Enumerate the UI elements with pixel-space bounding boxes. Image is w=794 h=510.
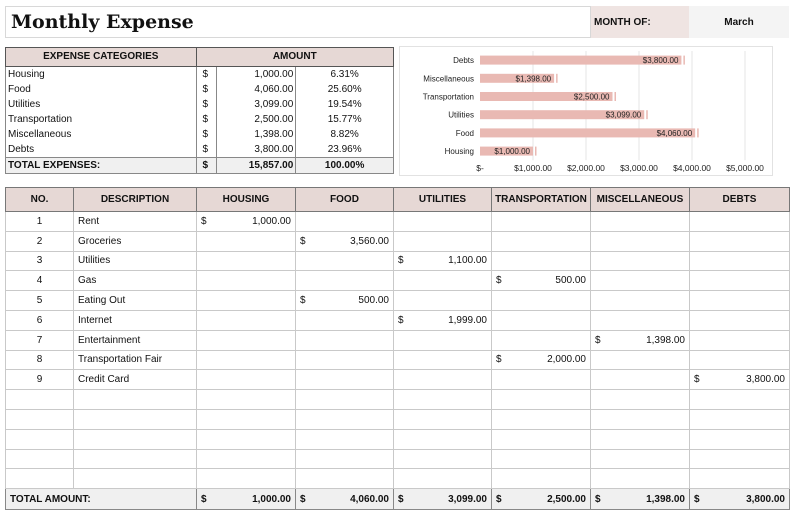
empty-cell[interactable] <box>74 390 197 410</box>
empty-cell[interactable] <box>492 409 591 429</box>
summary-category[interactable]: Food <box>6 82 197 97</box>
chart-category-label: Miscellaneous <box>423 74 474 84</box>
empty-cell[interactable] <box>197 429 296 449</box>
detail-empty-row <box>6 449 790 469</box>
row-description[interactable]: Groceries <box>74 231 197 251</box>
summary-total-label: TOTAL EXPENSES: <box>6 158 197 174</box>
detail-row <box>6 212 790 232</box>
row-number[interactable]: 1 <box>6 212 74 232</box>
row-amount-cell[interactable] <box>296 350 394 370</box>
summary-percent[interactable]: 23.96% <box>296 142 394 158</box>
currency-symbol: $ <box>694 493 700 505</box>
summary-category[interactable]: Utilities <box>6 97 197 112</box>
summary-table <box>5 47 394 174</box>
detail-total-label: TOTAL AMOUNT: <box>6 489 197 510</box>
row-amount-cell[interactable] <box>394 310 492 330</box>
row-amount-cell[interactable] <box>394 251 492 271</box>
detail-empty-row <box>6 469 790 489</box>
row-number[interactable]: 4 <box>6 271 74 291</box>
empty-cell[interactable] <box>296 390 394 410</box>
row-amount-cell[interactable] <box>492 271 591 291</box>
empty-cell[interactable] <box>296 469 394 489</box>
summary-amount[interactable]: 3,099.00 <box>216 97 296 112</box>
chart-x-tick-label: $1,000.00 <box>514 163 552 173</box>
row-amount-cell[interactable] <box>394 370 492 390</box>
currency-symbol: $ <box>496 275 502 287</box>
empty-cell[interactable] <box>6 390 74 410</box>
summary-percent[interactable]: 19.54% <box>296 97 394 112</box>
money-value <box>201 494 291 505</box>
row-amount-cell[interactable] <box>197 350 296 370</box>
summary-row <box>6 127 394 142</box>
empty-cell[interactable] <box>74 469 197 489</box>
detail-row <box>6 271 790 291</box>
empty-cell[interactable] <box>296 429 394 449</box>
currency-symbol: $ <box>595 493 601 505</box>
row-amount-cell[interactable] <box>690 212 790 232</box>
row-amount-cell[interactable] <box>591 271 690 291</box>
summary-amount[interactable]: 1,398.00 <box>216 127 296 142</box>
empty-cell[interactable] <box>394 390 492 410</box>
page-title: Monthly Expense <box>11 11 194 33</box>
detail-total-cell[interactable] <box>591 489 690 510</box>
amount-value: 1,398.00 <box>646 334 685 346</box>
row-amount-cell[interactable] <box>690 370 790 390</box>
empty-cell[interactable] <box>296 409 394 429</box>
summary-total-amount[interactable]: 15,857.00 <box>216 158 296 174</box>
empty-cell[interactable] <box>394 449 492 469</box>
detail-row <box>6 291 790 311</box>
chart-bar-cap <box>683 56 685 65</box>
empty-cell[interactable] <box>6 409 74 429</box>
row-amount-cell[interactable] <box>591 251 690 271</box>
summary-row <box>6 112 394 127</box>
row-amount-cell[interactable] <box>690 291 790 311</box>
row-amount-cell[interactable] <box>394 212 492 232</box>
row-amount-cell[interactable] <box>197 370 296 390</box>
summary-percent[interactable]: 15.77% <box>296 112 394 127</box>
summary-row <box>6 67 394 83</box>
empty-cell[interactable] <box>74 429 197 449</box>
empty-cell[interactable] <box>690 449 790 469</box>
amount-value: 3,800.00 <box>746 493 785 505</box>
detail-header-description: DESCRIPTION <box>74 188 197 212</box>
row-amount-cell[interactable] <box>197 291 296 311</box>
row-amount-cell[interactable] <box>690 231 790 251</box>
empty-cell[interactable] <box>492 390 591 410</box>
currency-symbol: $ <box>595 334 601 346</box>
amount-value: 2,500.00 <box>547 493 586 505</box>
chart-bar-cap <box>556 74 558 83</box>
chart-data-label: $1,000.00 <box>494 147 530 157</box>
summary-total-percent[interactable]: 100.00% <box>296 158 394 174</box>
row-amount-cell[interactable] <box>296 251 394 271</box>
detail-total-cell[interactable] <box>690 489 790 510</box>
detail-header-transportation: TRANSPORTATION <box>492 188 591 212</box>
chart-svg <box>400 47 772 175</box>
empty-cell[interactable] <box>6 449 74 469</box>
detail-row <box>6 231 790 251</box>
row-amount-cell[interactable] <box>690 350 790 370</box>
money-value <box>398 315 487 326</box>
row-amount-cell[interactable] <box>296 271 394 291</box>
chart-bar-cap <box>615 92 617 101</box>
row-description[interactable]: Utilities <box>74 251 197 271</box>
summary-header-amount: AMOUNT <box>196 48 393 67</box>
row-amount-cell[interactable] <box>296 231 394 251</box>
empty-cell[interactable] <box>591 429 690 449</box>
summary-amount[interactable]: 2,500.00 <box>216 112 296 127</box>
row-amount-cell[interactable] <box>197 271 296 291</box>
detail-row <box>6 310 790 330</box>
amount-value: 500.00 <box>358 295 389 307</box>
row-description[interactable]: Eating Out <box>74 291 197 311</box>
row-amount-cell[interactable] <box>591 291 690 311</box>
summary-header-categories: EXPENSE CATEGORIES <box>6 48 197 67</box>
row-description[interactable]: Internet <box>74 310 197 330</box>
empty-cell[interactable] <box>197 449 296 469</box>
amount-value: 3,560.00 <box>350 235 389 247</box>
row-amount-cell[interactable] <box>296 291 394 311</box>
row-amount-cell[interactable] <box>296 310 394 330</box>
summary-row <box>6 82 394 97</box>
row-amount-cell[interactable] <box>197 212 296 232</box>
chart-bar-cap <box>646 110 648 119</box>
chart-x-tick-label: $3,000.00 <box>620 163 658 173</box>
detail-total-cell[interactable] <box>492 489 591 510</box>
detail-row <box>6 350 790 370</box>
row-amount-cell[interactable] <box>296 330 394 350</box>
month-label: MONTH OF: <box>591 6 689 38</box>
detail-header-utilities: UTILITIES <box>394 188 492 212</box>
money-value <box>496 494 586 505</box>
money-value <box>595 494 685 505</box>
amount-value: 2,000.00 <box>547 354 586 366</box>
currency-symbol: $ <box>398 255 404 267</box>
empty-cell[interactable] <box>492 429 591 449</box>
chart-category-label: Food <box>455 128 474 138</box>
money-value <box>300 236 389 247</box>
summary-currency: $ <box>196 112 216 127</box>
row-number[interactable]: 2 <box>6 231 74 251</box>
currency-symbol: $ <box>300 493 306 505</box>
currency-symbol: $ <box>496 493 502 505</box>
money-value <box>300 494 389 505</box>
empty-cell[interactable] <box>591 390 690 410</box>
row-amount-cell[interactable] <box>591 350 690 370</box>
row-amount-cell[interactable] <box>394 291 492 311</box>
row-description[interactable]: Credit Card <box>74 370 197 390</box>
detail-total-row <box>6 489 790 510</box>
money-value <box>300 295 389 306</box>
chart-category-label: Debts <box>453 56 474 66</box>
summary-category[interactable]: Housing <box>6 67 197 83</box>
row-amount-cell[interactable] <box>394 350 492 370</box>
row-amount-cell[interactable] <box>591 310 690 330</box>
month-value[interactable]: March <box>689 6 789 38</box>
chart-data-label: $3,800.00 <box>642 56 679 66</box>
empty-cell[interactable] <box>74 409 197 429</box>
empty-cell[interactable] <box>394 409 492 429</box>
detail-header-housing: HOUSING <box>197 188 296 212</box>
money-value <box>694 494 785 505</box>
row-amount-cell[interactable] <box>690 330 790 350</box>
summary-total-row <box>6 158 394 174</box>
empty-cell[interactable] <box>197 469 296 489</box>
detail-header-debts: DEBTS <box>690 188 790 212</box>
row-amount-cell[interactable] <box>690 271 790 291</box>
summary-category[interactable]: Transportation <box>6 112 197 127</box>
empty-cell[interactable] <box>492 469 591 489</box>
amount-value: 500.00 <box>555 275 586 287</box>
summary-currency: $ <box>196 142 216 158</box>
summary-currency: $ <box>196 82 216 97</box>
detail-row <box>6 251 790 271</box>
summary-amount[interactable]: 4,060.00 <box>216 82 296 97</box>
empty-cell[interactable] <box>690 429 790 449</box>
money-value <box>496 354 586 365</box>
summary-currency: $ <box>196 67 216 83</box>
chart-data-label: $2,500.00 <box>573 92 610 102</box>
row-amount-cell[interactable] <box>394 271 492 291</box>
money-value <box>694 374 785 385</box>
chart-category-label: Transportation <box>422 92 474 102</box>
row-number[interactable]: 9 <box>6 370 74 390</box>
empty-cell[interactable] <box>591 469 690 489</box>
detail-empty-row <box>6 390 790 410</box>
row-amount-cell[interactable] <box>197 310 296 330</box>
row-amount-cell[interactable] <box>492 310 591 330</box>
row-number[interactable]: 8 <box>6 350 74 370</box>
chart-x-tick-label: $4,000.00 <box>673 163 711 173</box>
chart-data-label: $4,060.00 <box>656 128 693 138</box>
money-value <box>398 494 487 505</box>
money-value <box>201 216 291 227</box>
amount-value: 1,999.00 <box>448 314 487 326</box>
empty-cell[interactable] <box>6 429 74 449</box>
detail-total-cell[interactable] <box>197 489 296 510</box>
empty-cell[interactable] <box>6 469 74 489</box>
row-amount-cell[interactable] <box>492 231 591 251</box>
title-box[interactable] <box>5 6 591 38</box>
amount-value: 1,100.00 <box>448 255 487 267</box>
currency-symbol: $ <box>201 493 207 505</box>
row-amount-cell[interactable] <box>394 330 492 350</box>
detail-header-food: FOOD <box>296 188 394 212</box>
summary-amount[interactable]: 1,000.00 <box>216 67 296 83</box>
currency-symbol: $ <box>201 215 207 227</box>
money-value <box>595 335 685 346</box>
detail-table <box>5 187 790 510</box>
chart-x-tick-label: $2,000.00 <box>567 163 605 173</box>
detail-empty-row <box>6 409 790 429</box>
row-description[interactable]: Transportation Fair <box>74 350 197 370</box>
summary-percent[interactable]: 6.31% <box>296 67 394 83</box>
empty-cell[interactable] <box>690 390 790 410</box>
row-amount-cell[interactable] <box>591 212 690 232</box>
row-number[interactable]: 5 <box>6 291 74 311</box>
detail-header-no: NO. <box>6 188 74 212</box>
chart-data-label: $3,099.00 <box>605 110 642 120</box>
summary-currency: $ <box>196 127 216 142</box>
row-amount-cell[interactable] <box>296 212 394 232</box>
empty-cell[interactable] <box>690 409 790 429</box>
chart-bar-cap <box>697 128 699 137</box>
row-amount-cell[interactable] <box>591 231 690 251</box>
row-amount-cell[interactable] <box>690 251 790 271</box>
summary-row <box>6 142 394 158</box>
row-amount-cell[interactable] <box>591 370 690 390</box>
row-amount-cell[interactable] <box>492 291 591 311</box>
row-description[interactable]: Rent <box>74 212 197 232</box>
empty-cell[interactable] <box>492 449 591 469</box>
money-value <box>398 255 487 266</box>
detail-total-cell[interactable] <box>296 489 394 510</box>
row-amount-cell[interactable] <box>690 310 790 330</box>
row-amount-cell[interactable] <box>197 330 296 350</box>
empty-cell[interactable] <box>74 449 197 469</box>
currency-symbol: $ <box>398 314 404 326</box>
row-amount-cell[interactable] <box>492 370 591 390</box>
summary-percent[interactable]: 25.60% <box>296 82 394 97</box>
summary-total-currency: $ <box>196 158 216 174</box>
row-number[interactable]: 6 <box>6 310 74 330</box>
currency-symbol: $ <box>694 374 700 386</box>
empty-cell[interactable] <box>197 390 296 410</box>
currency-symbol: $ <box>398 493 404 505</box>
row-description[interactable]: Gas <box>74 271 197 291</box>
expense-bar-chart <box>399 46 773 176</box>
detail-total-cell[interactable] <box>394 489 492 510</box>
row-number[interactable]: 7 <box>6 330 74 350</box>
summary-row <box>6 97 394 112</box>
chart-category-label: Housing <box>444 147 474 157</box>
currency-symbol: $ <box>496 354 502 366</box>
empty-cell[interactable] <box>197 409 296 429</box>
row-amount-cell[interactable] <box>492 350 591 370</box>
row-amount-cell[interactable] <box>296 370 394 390</box>
detail-empty-row <box>6 429 790 449</box>
row-amount-cell[interactable] <box>492 251 591 271</box>
amount-value: 1,000.00 <box>252 493 291 505</box>
empty-cell[interactable] <box>394 469 492 489</box>
summary-category[interactable]: Miscellaneous <box>6 127 197 142</box>
summary-category[interactable]: Debts <box>6 142 197 158</box>
row-amount-cell[interactable] <box>591 330 690 350</box>
summary-percent[interactable]: 8.82% <box>296 127 394 142</box>
row-amount-cell[interactable] <box>197 231 296 251</box>
detail-header-miscellaneous: MISCELLANEOUS <box>591 188 690 212</box>
row-amount-cell[interactable] <box>394 231 492 251</box>
chart-x-tick-label: $- <box>476 163 484 173</box>
detail-row <box>6 330 790 350</box>
money-value <box>496 275 586 286</box>
empty-cell[interactable] <box>394 429 492 449</box>
row-amount-cell[interactable] <box>197 251 296 271</box>
chart-bar-cap <box>535 147 537 156</box>
chart-x-tick-label: $5,000.00 <box>726 163 764 173</box>
empty-cell[interactable] <box>591 409 690 429</box>
empty-cell[interactable] <box>591 449 690 469</box>
amount-value: 4,060.00 <box>350 493 389 505</box>
amount-value: 3,099.00 <box>448 493 487 505</box>
row-number[interactable]: 3 <box>6 251 74 271</box>
currency-symbol: $ <box>300 235 306 247</box>
chart-category-label: Utilities <box>448 110 474 120</box>
row-amount-cell[interactable] <box>492 330 591 350</box>
empty-cell[interactable] <box>296 449 394 469</box>
amount-value: 1,000.00 <box>252 215 291 227</box>
amount-value: 1,398.00 <box>646 493 685 505</box>
chart-data-label: $1,398.00 <box>515 74 552 84</box>
empty-cell[interactable] <box>690 469 790 489</box>
summary-amount[interactable]: 3,800.00 <box>216 142 296 158</box>
detail-row <box>6 370 790 390</box>
currency-symbol: $ <box>300 295 306 307</box>
row-description[interactable]: Entertainment <box>74 330 197 350</box>
amount-value: 3,800.00 <box>746 374 785 386</box>
row-amount-cell[interactable] <box>492 212 591 232</box>
summary-currency: $ <box>196 97 216 112</box>
